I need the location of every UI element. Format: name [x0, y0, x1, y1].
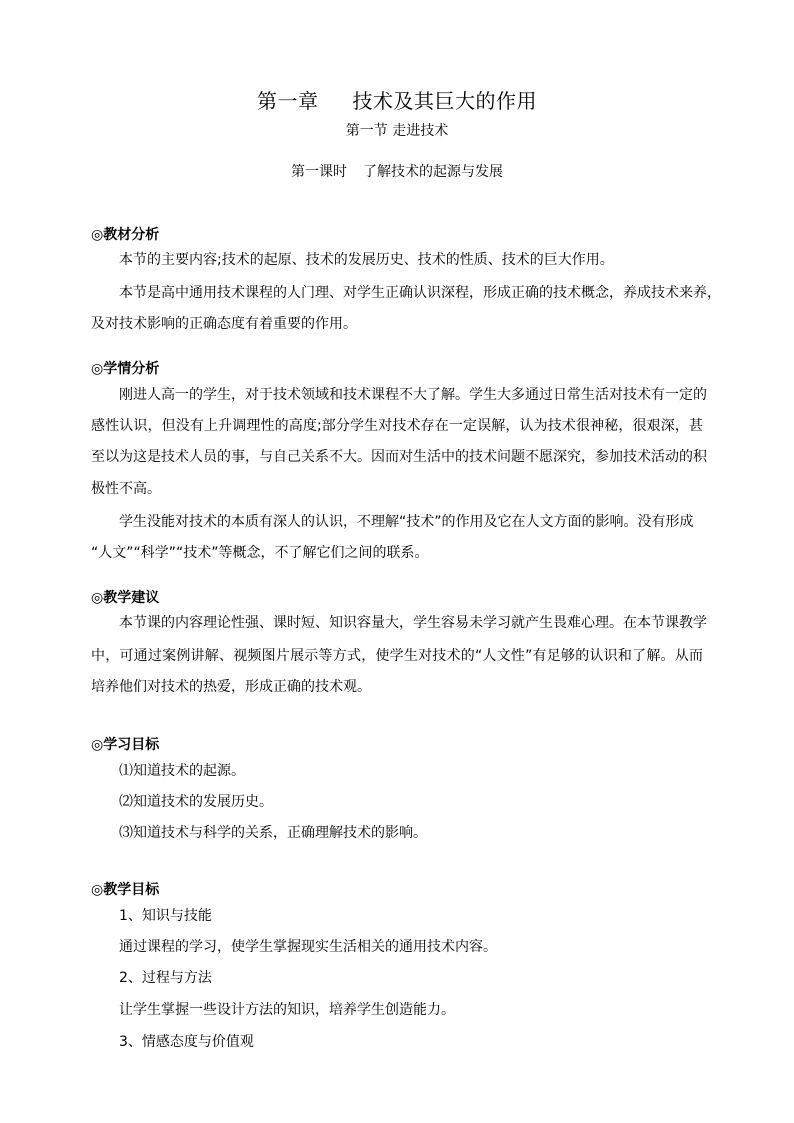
- subheading: 2、过程与方法: [119, 970, 212, 986]
- chapter-title: [0, 85, 794, 114]
- paragraph-line: 本节是高中通用技术课程的人门理、对学生正确认识深程，形成正确的技术概念，养成技术来养，: [119, 285, 721, 301]
- paragraph-line: 本节课的内容理论性强、课时短、知识容量大，学生容易未学习就产生畏难心理。在本节课教学: [119, 615, 707, 631]
- paragraph-line: 通过课程的学习，使学生掌握现实生活相关的通用技术内容。: [119, 939, 497, 955]
- chapter-name: 技术及其巨大的作用: [352, 89, 537, 113]
- paragraph-line: 本节的主要内容;技术的起原、技术的发展历史、技术的性质、技术的巨大作用。: [119, 252, 614, 268]
- paragraph-line: 感性认识，但没有上升调理性的高度;部分学生对技术存在一定误解，认为技术很神秘，很艰深，甚: [91, 418, 703, 434]
- paragraph-line: 让学生掌握一些设计方法的知识，培养学生创造能力。: [119, 1002, 455, 1018]
- paragraph-line: 刚进人高一的学生，对于技术领域和技术课程不大了解。学生大多通过日常生活对技术有一定的: [119, 387, 707, 403]
- list-item: ⑶知道技术与科学的关系，正确理解技术的影响。: [119, 825, 427, 841]
- paragraph-line: 学生没能对技术的本质有深人的认识，不理解“技术”的作用及它在人文方面的影响。没有形成: [119, 514, 694, 530]
- section-heading-learning-goals: ◎学习目标: [91, 737, 160, 753]
- list-item: ⑵知道技术的发展历史。: [119, 794, 273, 810]
- paragraph-line: 极性不高。: [91, 481, 161, 497]
- section-heading-textbook-analysis: ◎教材分析: [91, 227, 160, 243]
- paragraph-line: 中，可通过案例讲解、视频图片展示等方式，使学生对技术的“人文性”有足够的认识和了解。从而: [91, 648, 703, 664]
- paragraph-line: 及对技术影响的正确态度有着重要的作用。: [91, 316, 357, 332]
- paragraph-line: “人文”“科学”“技术”等概念，不了解它们之间的联系。: [91, 545, 429, 561]
- lesson-number: 第一课时: [291, 164, 347, 180]
- section-heading-teaching-goals: ◎教学目标: [91, 882, 160, 898]
- lesson-name: 了解技术的起源与发展: [363, 164, 503, 180]
- section-heading-student-analysis: ◎学情分析: [91, 361, 160, 377]
- subheading: 1、知识与技能: [119, 908, 212, 924]
- paragraph-line: 培养他们对技术的热爱，形成正确的技术观。: [91, 679, 371, 695]
- subheading: 3、情感态度与价值观: [119, 1034, 254, 1050]
- list-item: ⑴知道技术的起源。: [119, 763, 245, 779]
- paragraph-line: 至以为这是技术人员的事，与自己关系不大。因而对生活中的技术问题不愿深究，参加技术活动的积: [91, 449, 707, 465]
- section-heading-teaching-suggestions: ◎教学建议: [91, 590, 160, 606]
- lesson-title: [0, 161, 794, 181]
- section-title: 第一节 走进技术: [345, 123, 449, 139]
- chapter-number: 第一章: [257, 89, 319, 113]
